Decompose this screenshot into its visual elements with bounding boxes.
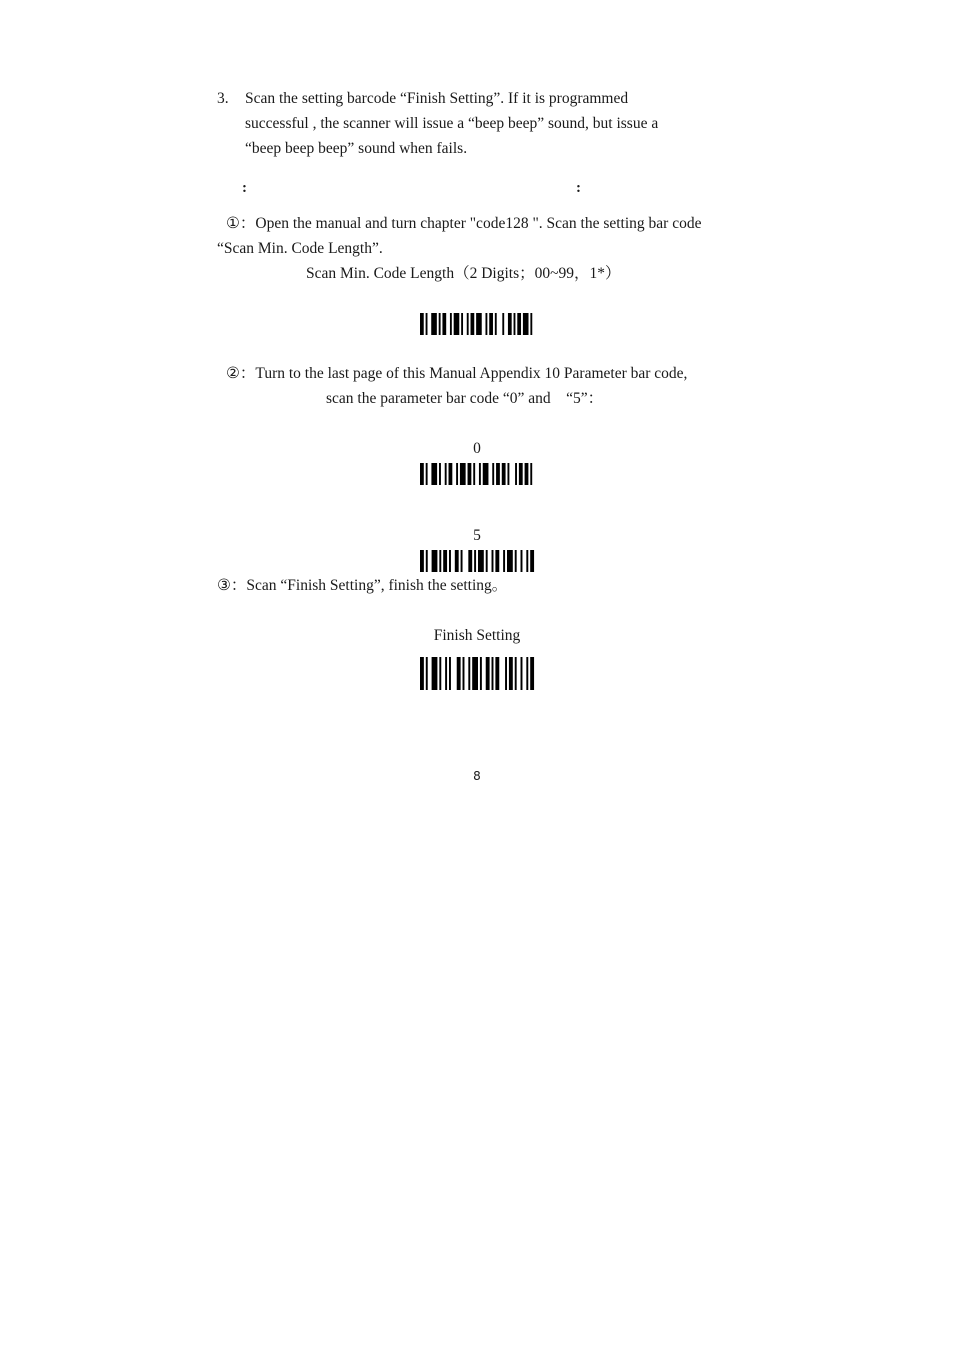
barcode-bar xyxy=(460,463,466,485)
barcode-bar xyxy=(449,657,451,690)
barcode-bar xyxy=(519,463,523,485)
barcode-bar xyxy=(525,463,529,485)
digit-5-label: 5 xyxy=(473,527,481,544)
barcode-bar xyxy=(530,657,534,690)
barcode-bar xyxy=(530,463,532,485)
barcode-bar xyxy=(483,463,489,485)
step3-line2: successful , the scanner will issue a “beep beep” sound, but issue a xyxy=(245,115,659,132)
barcode-bar xyxy=(432,550,438,572)
barcode-bar xyxy=(492,463,494,485)
barcode-bar xyxy=(472,657,478,690)
heading-colon-left: : xyxy=(242,180,247,196)
barcode-bar xyxy=(523,313,529,335)
barcode-bar xyxy=(515,550,517,572)
barcode-bar xyxy=(526,550,528,572)
barcode-bar xyxy=(530,550,534,572)
digit-0-label: 0 xyxy=(473,440,481,457)
barcode-bar xyxy=(515,463,517,485)
example-step3: ③：Scan “Finish Setting”, finish the setting。 xyxy=(217,577,508,594)
barcode-bar xyxy=(479,463,481,485)
barcode-bar xyxy=(420,313,424,335)
barcode-bar xyxy=(478,550,484,572)
barcode-bar xyxy=(455,550,459,572)
barcode-bar xyxy=(467,313,469,335)
barcode-bar xyxy=(426,463,428,485)
finish-setting-barcode xyxy=(420,657,536,690)
barcode-bar xyxy=(426,550,428,572)
barcode-bar xyxy=(439,463,441,485)
barcode-bar xyxy=(486,550,488,572)
min-length-caption: Scan Min. Code Length（2 Digits；00~99，1*） xyxy=(306,265,621,282)
barcode-bar xyxy=(432,657,438,690)
barcode-bar xyxy=(471,313,475,335)
barcode-bar xyxy=(426,313,428,335)
barcode-bar xyxy=(486,657,490,690)
barcode-bar xyxy=(508,313,512,335)
barcode-bar xyxy=(450,313,452,335)
barcode-bar xyxy=(474,550,476,572)
digit-0-barcode xyxy=(420,463,536,485)
barcode-bar xyxy=(439,550,441,572)
barcode-bar xyxy=(463,657,465,690)
barcode-bar xyxy=(443,550,447,572)
barcode-bar xyxy=(456,463,458,485)
barcode-bar xyxy=(420,657,424,690)
barcode-bar xyxy=(495,657,499,690)
barcode-bar xyxy=(521,550,523,572)
barcode-bar xyxy=(517,313,521,335)
barcode-bar xyxy=(476,313,482,335)
barcode-bar xyxy=(431,313,437,335)
barcode-bar xyxy=(514,313,516,335)
barcode-bar xyxy=(420,463,424,485)
barcode-bar xyxy=(439,657,441,690)
barcode-bar xyxy=(449,550,451,572)
example-step2-line2: scan the parameter bar code “0” and “5”： xyxy=(326,390,604,407)
example-step1-line2: “Scan Min. Code Length”. xyxy=(217,240,383,257)
barcode-bar xyxy=(507,463,509,485)
barcode-bar xyxy=(431,463,437,485)
digit-5-barcode xyxy=(420,550,536,572)
barcode-bar xyxy=(461,313,463,335)
barcode-bar xyxy=(485,313,487,335)
barcode-bar xyxy=(495,550,499,572)
barcode-bar xyxy=(468,657,470,690)
barcode-bar xyxy=(530,313,532,335)
barcode-bar xyxy=(468,463,472,485)
step3-line3: “beep beep beep” sound when fails. xyxy=(245,140,468,157)
barcode-bar xyxy=(495,313,497,335)
barcode-bar xyxy=(509,657,513,690)
barcode-bar xyxy=(449,463,453,485)
barcode-bar xyxy=(420,550,424,572)
barcode-bar xyxy=(454,313,460,335)
barcode-bar xyxy=(480,657,482,690)
barcode-bar xyxy=(445,463,447,485)
barcode-bar xyxy=(489,313,493,335)
barcode-bar xyxy=(496,463,500,485)
barcode-bar xyxy=(521,657,523,690)
barcode-bar xyxy=(503,550,505,572)
finish-setting-label: Finish Setting xyxy=(433,627,521,644)
heading-colon-right: : xyxy=(576,180,581,196)
barcode-bar xyxy=(457,657,461,690)
barcode-bar xyxy=(442,313,446,335)
barcode-bar xyxy=(439,313,441,335)
barcode-bar xyxy=(502,313,504,335)
barcode-bar xyxy=(515,657,517,690)
barcode-bar xyxy=(473,463,475,485)
barcode-bar xyxy=(426,657,428,690)
barcode-bar xyxy=(468,550,472,572)
barcode-bar xyxy=(505,657,507,690)
barcode-bar xyxy=(461,550,463,572)
barcode-bar xyxy=(492,550,494,572)
example-step2-line1: ②：Turn to the last page of this Manual Appendix 10 Parameter bar code, xyxy=(226,365,688,382)
barcode-bar xyxy=(507,550,513,572)
barcode-bar xyxy=(502,463,506,485)
step3-line1: Scan the setting barcode “Finish Setting”. If it is programmed xyxy=(245,90,629,107)
barcode-bar xyxy=(492,657,494,690)
barcode-bar xyxy=(526,657,528,690)
min-length-barcode xyxy=(420,313,536,335)
example-step1-line1: ①：Open the manual and turn chapter "code128 ". Scan the setting bar code xyxy=(226,215,702,232)
barcode-bars xyxy=(420,313,532,335)
step-number: 3. xyxy=(217,90,229,107)
barcode-bar xyxy=(445,657,447,690)
page-number: 8 xyxy=(473,769,481,783)
